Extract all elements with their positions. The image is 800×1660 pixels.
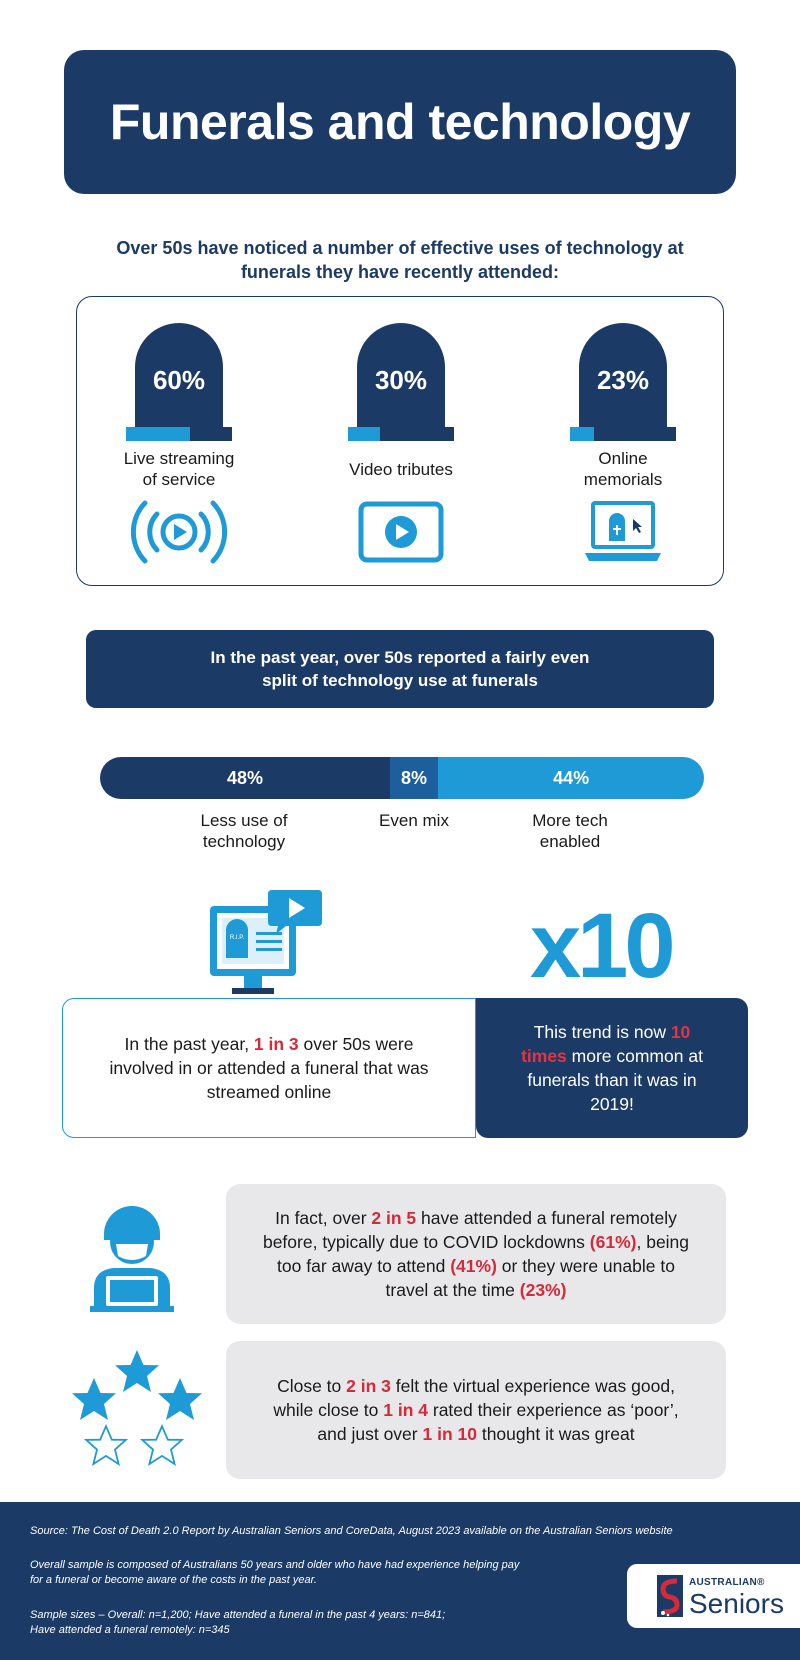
video-play-icon: [351, 497, 451, 567]
highlight-1-in-3: 1 in 3: [253, 1034, 299, 1054]
logo-mark-icon: [657, 1575, 683, 1617]
footer-source: Source: The Cost of Death 2.0 Report by Australian Seniors and CoreData, August 2023 available on the Australian Seniors website: [30, 1525, 673, 1537]
star-filled: [72, 1378, 116, 1420]
rip-text: R.I.P.: [229, 935, 245, 941]
text-part: felt the virtual experience was good, while close to: [273, 1376, 675, 1420]
trend-stat-text: [510, 1020, 714, 1116]
tombstone-value: 60%: [135, 323, 223, 427]
split-label-more: [500, 810, 640, 852]
tech-uses-panel: [76, 296, 724, 586]
remote-attendance-text: [260, 1206, 692, 1302]
star-empty: [86, 1426, 126, 1464]
sample-line2: for a funeral or become aware of the costs in the past year.: [30, 1574, 317, 1586]
footer-sizes: [30, 1608, 730, 1638]
tombstone-bar: [348, 427, 454, 441]
label-line1: Online: [598, 449, 648, 468]
text-part: In fact, over: [275, 1208, 372, 1228]
split-label-less: [174, 810, 314, 852]
split-segment-more: 44%: [438, 757, 704, 799]
star-filled: [158, 1378, 202, 1420]
label-line1: Live streaming: [123, 449, 235, 468]
stream-stat-text: [103, 1032, 435, 1104]
label-line2: memorials: [583, 470, 663, 489]
stream-stat-box: [62, 998, 476, 1138]
tombstone-value: 23%: [579, 323, 667, 427]
star-rating-icon: [70, 1346, 204, 1470]
highlight-1-in-10: 1 in 10: [422, 1424, 477, 1444]
laptop-rip-icon: [573, 497, 673, 567]
highlight-61: (61%): [589, 1232, 637, 1252]
label-line2: of service: [142, 470, 216, 489]
highlight-10-times: 10 times: [521, 1022, 691, 1066]
label-line1: More tech: [532, 811, 608, 830]
tombstone-live-streaming: [99, 323, 259, 572]
multiplier-text: x10: [530, 895, 672, 997]
page-title: Funerals and technology: [109, 94, 691, 150]
split-label-even: [344, 810, 484, 831]
sizes-line2: Have attended a funeral remotely: n=345: [30, 1624, 230, 1636]
tombstone-bar: [126, 427, 232, 441]
label-line2: enabled: [539, 832, 601, 851]
tombstone-bar-fill: [570, 427, 594, 441]
logo-bottom-text: Seniors: [689, 1587, 784, 1619]
text-part: thought it was great: [476, 1424, 635, 1444]
highlight-1-in-4: 1 in 4: [383, 1400, 428, 1420]
sample-line1: Overall sample is composed of Australians 50 years and older who have had experience helping pay: [30, 1559, 520, 1571]
tombstone-bar-fill: [348, 427, 380, 441]
banner-line1: In the past year, over 50s reported a fairly even: [210, 648, 590, 667]
banner-line2: split of technology use at funerals: [262, 671, 538, 690]
tombstone-label: [543, 447, 703, 491]
intro-text: Over 50s have noticed a number of effective uses of technology at funerals they have recently attended:: [116, 238, 684, 282]
star-filled: [115, 1350, 159, 1392]
footer-sample: [30, 1558, 730, 1588]
label-line1: Video tributes: [349, 459, 453, 479]
star-empty: [142, 1426, 182, 1464]
logo-top-text: AUSTRALIAN®: [689, 1576, 765, 1588]
footer: [0, 1502, 800, 1660]
text-part: or they were unable to travel at the time: [385, 1256, 675, 1300]
australian-seniors-logo: [627, 1564, 800, 1628]
text-part: , being too far away to attend: [277, 1232, 690, 1276]
highlight-2-in-5: 2 in 5: [371, 1208, 417, 1228]
label-line1: Less use of: [200, 811, 288, 830]
tombstone-label: [321, 447, 481, 491]
text-part: have attended a funeral remotely before, typically due to COVID lockdowns: [262, 1208, 677, 1252]
remote-attendance-box: [226, 1184, 726, 1324]
tombstone-value: 30%: [357, 323, 445, 427]
highlight-23: (23%): [519, 1280, 567, 1300]
text-part: Close to: [277, 1376, 347, 1396]
sizes-line1: Sample sizes – Overall: n=1,200; Have attended a funeral in the past 4 years: n=841;: [30, 1609, 446, 1621]
split-bar: [100, 757, 704, 799]
title-banner: [64, 50, 736, 194]
label-line1: Even mix: [379, 811, 449, 830]
experience-rating-text: [260, 1374, 692, 1446]
trend-stat-box: [476, 998, 748, 1138]
text-part: In the past year,: [124, 1034, 254, 1054]
text-part: more common at funerals than it was in 2019!: [527, 1046, 703, 1114]
highlight-41: (41%): [450, 1256, 497, 1276]
person-laptop-icon: [84, 1198, 180, 1314]
tombstone-bar-fill: [126, 427, 190, 441]
highlight-2-in-3: 2 in 3: [346, 1376, 391, 1396]
tombstone-online-memorials: [543, 323, 703, 572]
tombstone-bar: [570, 427, 676, 441]
tombstone-label: [99, 447, 259, 491]
tombstone-video-tributes: [321, 323, 481, 572]
text-part: This trend is now: [533, 1022, 671, 1042]
split-segment-less: 48%: [100, 757, 390, 799]
broadcast-play-icon: [129, 497, 229, 567]
monitor-stream-icon: [206, 888, 326, 998]
text-part: rated their experience as ‘poor’, and just over: [317, 1400, 679, 1444]
text-part: over 50s were involved in or attended a funeral that was streamed online: [109, 1034, 429, 1102]
split-banner: [86, 630, 714, 708]
experience-rating-box: [226, 1341, 726, 1479]
label-line2: technology: [202, 832, 286, 851]
split-segment-even: 8%: [390, 757, 438, 799]
